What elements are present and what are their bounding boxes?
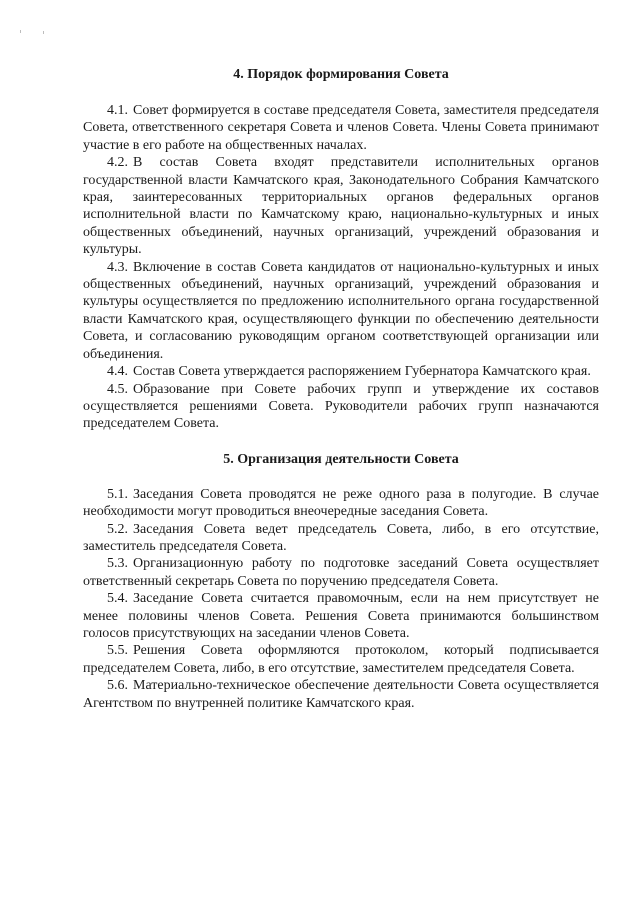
paragraph-5-2 xyxy=(83,521,599,556)
paragraph-number: 4.3. xyxy=(107,259,128,275)
paragraph-number: 4.4. xyxy=(107,364,128,380)
paragraph-text: Заседания Совета ведет председатель Совета, либо, в его отсутствие, заместитель председателя Совета. xyxy=(83,521,599,554)
section-5-body xyxy=(83,486,599,712)
paragraph-text: Совет формируется в составе председателя Совета, заместителя председателя Совета, ответственного секретаря Совета и членов Совета. Члены Совета принимают участие в его работе на общественных началах. xyxy=(83,103,599,153)
paragraph-5-3 xyxy=(83,555,599,590)
paragraph-text: Организационную работу по подготовке заседаний Совета осуществляет ответственный секретарь Совета по поручению председателя Совета. xyxy=(83,556,599,589)
paragraph-text: Материально-техническое обеспечение деятельности Совета осуществляется Агентством по внутренней политике Камчатского края. xyxy=(83,678,599,711)
paragraph-4-4 xyxy=(83,363,599,380)
paragraph-4-2 xyxy=(83,154,599,258)
paragraph-4-5 xyxy=(83,381,599,433)
paragraph-text: Образование при Совете рабочих групп и утверждение их составов осуществляется решениями Совета. Руководители рабочих групп назначаются председателем Совета. xyxy=(83,381,599,432)
paragraph-text: Включение в состав Совета кандидатов от национально-культурных и иных общественных объединений, научных организаций, учреждений образования и культуры осуществляется по предложению исполнительного органа государственной власти Камчатского края, осуществляющего функции по обеспечению деятельности Совета, и согласованию руководящим органом соответствующей организации или объединения. xyxy=(83,259,599,362)
paragraph-number: 5.2. xyxy=(107,521,128,537)
section-5-title: 5. Организация деятельности Совета xyxy=(223,451,459,467)
paragraph-text: Заседание Совета считается правомочным, если на нем присутствует не менее половины членов Совета. Решения Совета принимаются большинством голосов присутствующих на заседании членов Совета. xyxy=(83,591,599,641)
paragraph-text: Состав Совета утверждается распоряжением Губернатора Камчатского края. xyxy=(133,364,591,380)
section-4-title: 4. Порядок формирования Совета xyxy=(233,67,449,82)
paragraph-number: 5.6. xyxy=(107,678,128,694)
paragraph-number: 5.3. xyxy=(107,556,128,572)
paragraph-4-3 xyxy=(83,259,599,363)
scan-artifact xyxy=(43,31,44,34)
paragraph-number: 5.5. xyxy=(107,643,128,659)
paragraph-number: 5.4. xyxy=(107,591,128,607)
paragraph-text: Заседания Совета проводятся не реже одного раза в полугодие. В случае необходимости могут проводиться внеочередные заседания Совета. xyxy=(83,486,599,520)
section-4-body xyxy=(83,102,599,433)
paragraph-5-1 xyxy=(83,486,599,521)
paragraph-number: 4.2. xyxy=(107,155,128,171)
paragraph-number: 4.5. xyxy=(107,381,128,397)
scan-artifact xyxy=(20,30,21,33)
document-page xyxy=(83,66,599,712)
paragraph-number: 5.1. xyxy=(107,486,128,502)
paragraph-5-5 xyxy=(83,642,599,677)
paragraph-text: Решения Совета оформляются протоколом, который подписывается председателем Совета, либо, в его отсутствие, заместителем председателя Совета. xyxy=(83,643,599,676)
paragraph-4-1 xyxy=(83,102,599,154)
paragraph-5-6 xyxy=(83,677,599,712)
paragraph-number: 4.1. xyxy=(107,103,128,118)
paragraph-text: В состав Совета входят представители исполнительных органов государственной власти Камчатского края, Законодательного Собрания Камчатского края, заинтересованных территориальных органов федеральных органов исполнительной власти по Камчатскому краю, национально-культурных и иных общественных объединений, научных организаций, учреждений образования и культуры. xyxy=(83,155,599,258)
paragraph-5-4 xyxy=(83,590,599,642)
